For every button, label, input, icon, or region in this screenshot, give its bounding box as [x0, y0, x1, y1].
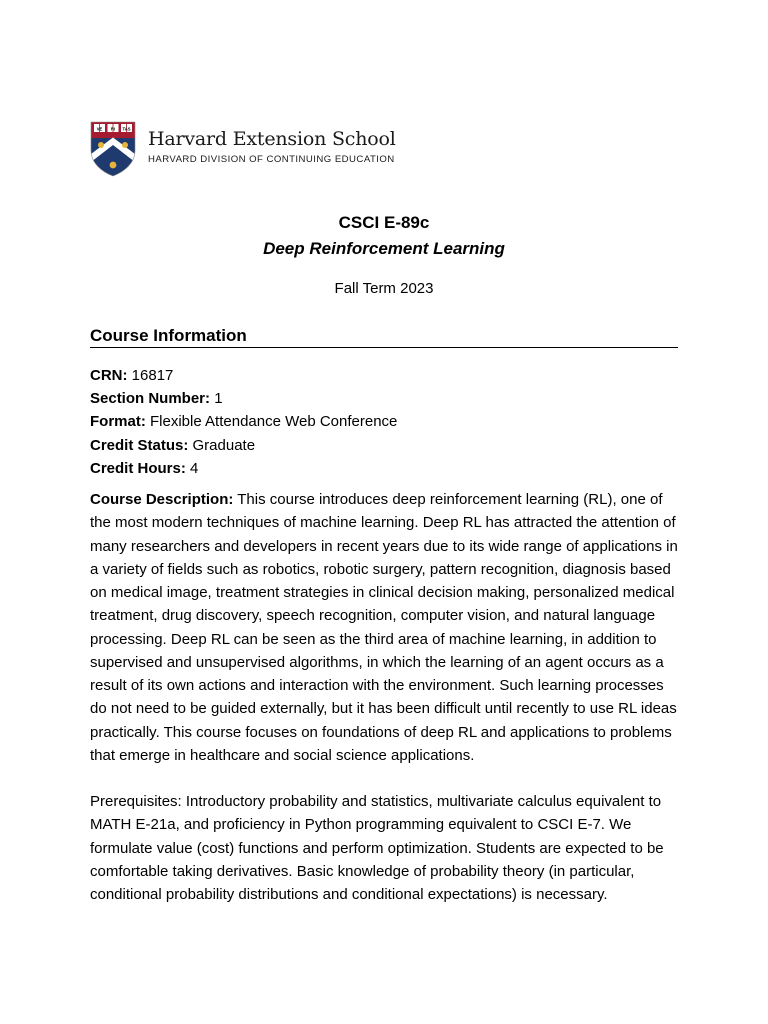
course-description — [90, 488, 680, 767]
credit-hours-label: Credit Hours: — [90, 459, 186, 477]
course-description-label: Course Description: — [90, 491, 234, 508]
harvard-extension-logo — [90, 121, 396, 177]
course-info-list — [90, 364, 678, 480]
credit-status-label: Credit Status: — [90, 436, 189, 454]
prerequisites: Prerequisites: Introductory probability and statistics, multivariate calculus equivalent to MATH E-21a, and proficiency in Python programming equivalent to CSCI E-7. We formulate value (cost) functions and perform optimization. Students are expected to be comfortable taking derivatives. Basic knowledge of probability theory (in particular, conditional probability distributions and conditional expectations) is necessary. — [90, 793, 664, 903]
school-name: Harvard Extension School — [148, 128, 396, 150]
shield-motto-ve: VE — [96, 126, 103, 132]
credit-hours-row — [90, 457, 678, 480]
course-information-heading: Course Information — [90, 326, 247, 345]
format-label: Format: — [90, 413, 146, 431]
credit-status-row — [90, 434, 678, 457]
heading-divider — [90, 347, 678, 348]
crn-row — [90, 364, 678, 387]
crn-label: CRN: — [90, 367, 128, 384]
shield-motto-ri: RI — [110, 126, 116, 132]
course-description-text: This course introduces deep reinforcement learning (RL), one of the most modern techniques of machine learning. Deep RL has attracted the attention of many researchers and developers in recent years due to its wide range of applications in a variety of fields such as robotics, robotic surgery, pattern recognition, diagnosis based on medical image, treatment strategies in clinical decision making, personalized medical treatment, drug discovery, speech recognition, computer vision, and natural language processing. Deep RL can be seen as the third area of machine learning, in addition to supervised and unsupervised algorithms, in which the learning of an agent occurs as a result of its own actions and interaction with the environment. Such learning processes do not need to be guided externally, but it has been difficult until recently to use RL ideas practically. This course focuses on foundations of deep RL and applications to problems that emerge in healthcare and social science applications. — [90, 491, 678, 764]
section-number-value: 1 — [214, 390, 223, 408]
harvard-shield-icon — [90, 121, 136, 177]
division-name: HARVARD DIVISION OF CONTINUING EDUCATION — [148, 154, 395, 165]
course-title: Deep Reinforcement Learning — [263, 239, 505, 258]
crn-value: 16817 — [131, 367, 174, 384]
credit-hours-value: 4 — [190, 459, 199, 477]
credit-status-value: Graduate — [192, 436, 256, 454]
section-number-row — [90, 387, 678, 410]
format-row — [90, 410, 678, 433]
course-code: CSCI E-89c — [338, 213, 430, 232]
section-number-label: Section Number: — [90, 390, 211, 408]
course-term: Fall Term 2023 — [334, 280, 434, 297]
format-value: Flexible Attendance Web Conference — [150, 413, 398, 431]
shield-motto-tas: TAS — [122, 126, 131, 132]
